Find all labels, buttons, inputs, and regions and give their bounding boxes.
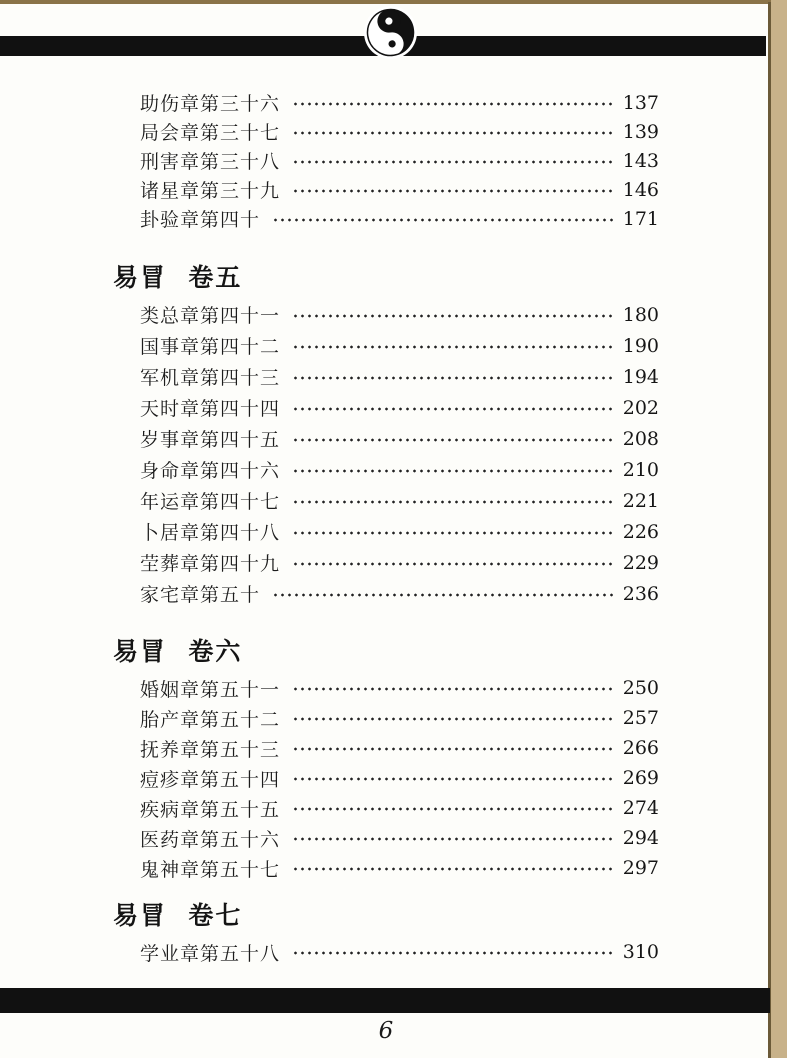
scan-top-edge bbox=[0, 0, 787, 4]
scan-right-edge bbox=[771, 0, 787, 1058]
dot-leader bbox=[292, 949, 615, 957]
dot-leader bbox=[292, 715, 615, 723]
chapter-title: 痘疹章第五十四 bbox=[140, 768, 281, 791]
toc-entry bbox=[140, 485, 659, 516]
page-ref: 171 bbox=[622, 207, 659, 230]
toc-section bbox=[113, 637, 659, 883]
toc-list bbox=[140, 937, 659, 967]
dot-leader bbox=[272, 591, 615, 599]
page-ref: 146 bbox=[622, 178, 659, 201]
page-ref: 310 bbox=[622, 941, 659, 963]
toc-list bbox=[140, 299, 659, 609]
page-ref: 250 bbox=[622, 677, 659, 699]
page-ref: 194 bbox=[622, 365, 659, 388]
chapter-title: 身命章第四十六 bbox=[140, 460, 281, 482]
page-ref: 137 bbox=[622, 91, 659, 114]
page-ref: 294 bbox=[622, 827, 659, 849]
dot-leader bbox=[292, 436, 615, 444]
toc-section bbox=[113, 88, 659, 233]
chapter-title: 国事章第四十二 bbox=[140, 336, 281, 358]
chapter-title: 疾病章第五十五 bbox=[140, 798, 281, 821]
toc-section bbox=[113, 901, 659, 967]
yin-yang-icon bbox=[364, 6, 417, 59]
volume-heading: 易冒 卷五 bbox=[113, 263, 243, 292]
chapter-title: 刑害章第三十八 bbox=[140, 151, 281, 173]
volume-heading: 易冒 卷六 bbox=[113, 637, 243, 666]
toc-list bbox=[140, 673, 659, 883]
dot-leader bbox=[292, 835, 615, 843]
page-ref: 226 bbox=[622, 520, 659, 543]
toc-entry bbox=[140, 937, 659, 967]
toc-entry bbox=[140, 175, 659, 204]
chapter-title: 茔葬章第四十九 bbox=[140, 553, 281, 575]
chapter-title: 婚姻章第五十一 bbox=[140, 678, 281, 701]
dot-leader bbox=[292, 529, 615, 537]
chapter-title: 胎产章第五十二 bbox=[140, 708, 281, 731]
toc-entry bbox=[140, 117, 659, 146]
toc-entry bbox=[140, 578, 659, 609]
chapter-title: 医药章第五十六 bbox=[140, 828, 281, 851]
dot-leader bbox=[292, 745, 615, 753]
dot-leader bbox=[292, 187, 615, 195]
chapter-title: 家宅章第五十 bbox=[140, 584, 261, 606]
toc-entry bbox=[140, 330, 659, 361]
chapter-title: 卜居章第四十八 bbox=[140, 522, 281, 544]
toc-section bbox=[113, 263, 659, 609]
chapter-title: 类总章第四十一 bbox=[140, 305, 281, 327]
page-ref: 269 bbox=[622, 767, 659, 789]
toc-entry bbox=[140, 516, 659, 547]
volume-heading: 易冒 卷七 bbox=[113, 901, 243, 930]
chapter-title: 岁事章第四十五 bbox=[140, 429, 281, 451]
toc-entry bbox=[140, 204, 659, 233]
toc-entry bbox=[140, 733, 659, 763]
page-ref: 143 bbox=[622, 149, 659, 172]
chapter-title: 局会章第三十七 bbox=[140, 122, 281, 144]
toc-entry bbox=[140, 423, 659, 454]
toc-entry bbox=[140, 454, 659, 485]
page-ref: 266 bbox=[622, 737, 659, 759]
toc-entry bbox=[140, 703, 659, 733]
chapter-title: 天时章第四十四 bbox=[140, 398, 281, 420]
page-number: 6 bbox=[378, 1018, 394, 1044]
dot-leader bbox=[292, 129, 615, 137]
toc-entry bbox=[140, 853, 659, 883]
dot-leader bbox=[292, 343, 615, 351]
page-ref: 180 bbox=[622, 303, 659, 326]
chapter-title: 鬼神章第五十七 bbox=[140, 858, 281, 881]
chapter-title: 诸星章第三十九 bbox=[140, 180, 281, 202]
page-ref: 236 bbox=[622, 582, 659, 605]
page-ref: 274 bbox=[622, 797, 659, 819]
dot-leader bbox=[292, 685, 615, 693]
dot-leader bbox=[292, 805, 615, 813]
page-ref: 190 bbox=[622, 334, 659, 357]
dot-leader bbox=[292, 405, 615, 413]
toc-entry bbox=[140, 763, 659, 793]
dot-leader bbox=[292, 158, 615, 166]
page-ref: 297 bbox=[622, 857, 659, 879]
toc-entry bbox=[140, 146, 659, 175]
toc-entry bbox=[140, 361, 659, 392]
toc-entry bbox=[140, 299, 659, 330]
chapter-title: 军机章第四十三 bbox=[140, 367, 281, 389]
dot-leader bbox=[292, 467, 615, 475]
dot-leader bbox=[292, 498, 615, 506]
chapter-title: 学业章第五十八 bbox=[140, 942, 281, 965]
page-ref: 210 bbox=[622, 458, 659, 481]
toc-entry bbox=[140, 547, 659, 578]
toc-entry bbox=[140, 823, 659, 853]
page-ref: 139 bbox=[622, 120, 659, 143]
toc-entry bbox=[140, 673, 659, 703]
chapter-title: 年运章第四十七 bbox=[140, 491, 281, 513]
toc-entry bbox=[140, 793, 659, 823]
page-ref: 208 bbox=[622, 427, 659, 450]
page-ref: 257 bbox=[622, 707, 659, 729]
toc-list bbox=[140, 88, 659, 233]
page-ref: 229 bbox=[622, 551, 659, 574]
page-ref: 221 bbox=[622, 489, 659, 512]
dot-leader bbox=[292, 100, 615, 108]
dot-leader bbox=[292, 312, 615, 320]
footer-rule-bar bbox=[0, 988, 770, 1013]
dot-leader bbox=[292, 560, 615, 568]
page-ref: 202 bbox=[622, 396, 659, 419]
dot-leader bbox=[292, 865, 615, 873]
chapter-title: 助伤章第三十六 bbox=[140, 93, 281, 115]
dot-leader bbox=[292, 374, 615, 382]
chapter-title: 卦验章第四十 bbox=[140, 209, 261, 231]
toc-entry bbox=[140, 88, 659, 117]
toc-entry bbox=[140, 392, 659, 423]
dot-leader bbox=[272, 216, 615, 224]
chapter-title: 抚养章第五十三 bbox=[140, 738, 281, 761]
dot-leader bbox=[292, 775, 615, 783]
toc bbox=[113, 88, 659, 967]
